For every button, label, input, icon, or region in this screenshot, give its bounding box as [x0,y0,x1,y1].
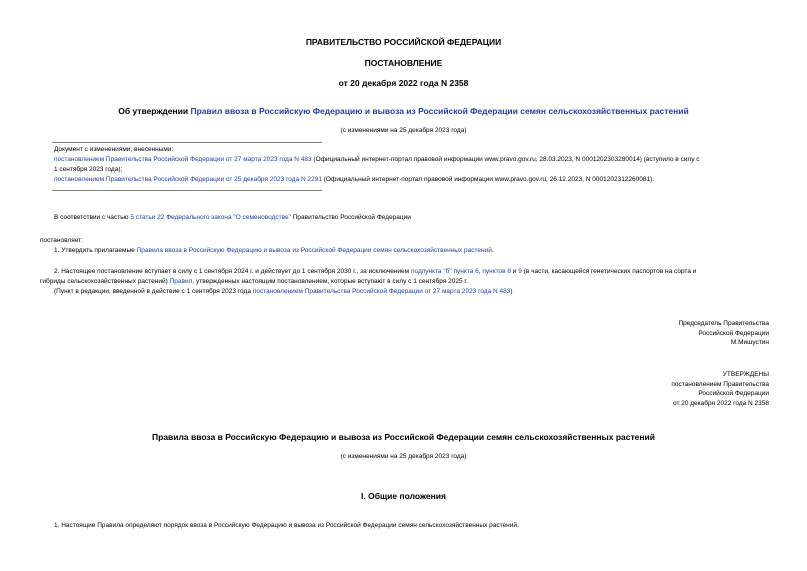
legal-basis-prefix: В соответствии с частью [54,214,131,221]
paragraph-2-link-rules[interactable]: Правил [169,278,193,285]
amendments-intro: Документ с изменениями, внесенными: [54,146,174,153]
paragraph-2-link-item-9[interactable]: 9 [518,268,522,275]
section-heading: I. Общие положения [361,491,446,501]
legal-basis-suffix: Правительство Российской Федерации [290,214,411,221]
paragraph-2-link-subclause[interactable]: подпункта "б" пункта 6 [410,268,479,275]
paragraph-1-prefix: 1. Утвердить прилагаемые [54,247,137,254]
amendment-2-link[interactable]: постановлением Правительства Российской Федерации от 25 декабря 2023 года N 2291 [54,176,322,183]
signature-line-3: М.Мишустин [730,339,769,346]
rules-changes-note: (с изменениями на 25 декабря 2023 года) [340,453,467,460]
document-title-link[interactable]: Правил ввоза в Российскую Федерацию и вывоза из Российской Федерации семян сельскохозяйственных растений [190,106,689,116]
changes-note: (с изменениями на 25 декабря 2023 года) [340,127,467,134]
document-title [0,106,807,116]
document-type: ПОСТАНОВЛЕНИЕ [364,58,443,68]
signature-block [678,319,769,348]
amendment-item-1-cont: 1 сентября 2023 года); [54,166,123,173]
amendment-item-1 [54,155,700,165]
approved-line-3: Российской Федерации [698,390,769,397]
paragraph-2-and: и [511,268,519,275]
document-title-prefix: Об утверждении [118,106,189,116]
paragraph-1-link[interactable]: Правила ввоза в Российскую Федерацию и вывоза из Российской Федерации семян сельскохозяйственных растений [136,247,492,254]
divider-bottom [52,190,322,191]
amendment-2-text: (Официальный интернет-портал правовой информации www.pravo.gov.ru, 26.12.2023, N 0001202312260081). [321,176,655,183]
paragraph-2-text-c: гибриды сельскохозяйственных растений) [40,278,170,285]
paragraph-2 [54,267,696,277]
amendment-item-2 [54,175,654,185]
divider-top [52,142,322,143]
paragraph-1-suffix: . [491,247,494,254]
paragraph-2-note-link[interactable]: постановлением Правительства Российской Федерации от 27 марта 2023 года N 483 [252,288,511,295]
paragraph-2-text-b: (в части, касающейся генетических паспортов на сорта и [521,268,697,275]
paragraph-2-cont [40,277,468,287]
paragraph-1 [54,246,494,256]
paragraph-2-note-b: ) [510,288,513,295]
paragraph-2-note [54,287,513,297]
legal-basis [54,213,411,223]
rules-title: Правила ввоза в Российскую Федерацию и вывоза из Российской Федерации семян сельскохозяйственных растений [152,432,655,442]
paragraph-2-comma: , [478,268,483,275]
amendment-1-link[interactable]: постановлением Правительства Российской Федерации от 27 марта 2023 года N 483 [54,156,312,163]
paragraph-2-note-a: (Пункт в редакции, введенной в действие с 1 сентября 2023 года [54,288,253,295]
paragraph-2-link-items-8[interactable]: пунктов 8 [482,268,511,275]
approved-line-1: УТВЕРЖДЕНЫ [722,371,769,378]
paragraph-2-text-d: , утвержденных настоящим постановлением, которые вступают в силу с 1 сентября 2025 г. [192,278,468,285]
approved-block [671,370,769,408]
government-heading: ПРАВИТЕЛЬСТВО РОССИЙСКОЙ ФЕДЕРАЦИИ [305,37,502,47]
approved-line-2: постановлением Правительства [671,380,769,388]
legal-basis-link[interactable]: 5 статьи 22 Федерального закона "О семеноводстве" [130,214,291,221]
amendment-1-text: (Официальный интернет-портал правовой информации www.pravo.gov.ru, 28.03.2023, N 0001202303280014) (вступило в силу с [311,156,700,163]
rules-item-1: 1. Настоящие Правила определяют порядок ввоза в Российскую Федерацию и вывоза из Российской Федерации семян сельскохозяйственных растений. [54,522,519,529]
document-date-number: от 20 декабря 2022 года N 2358 [338,78,469,88]
decides: постановляет: [40,237,83,244]
paragraph-2-text-a: 2. Настоящее постановление вступает в силу с 1 сентября 2024 г. и действует до 1 сентября 2030 г., за исключением [54,268,411,275]
signature-line-2: Российской Федерации [698,329,769,337]
signature-line-1: Председатель Правительства [678,320,769,327]
approved-line-4: от 20 декабря 2022 года N 2358 [672,399,769,407]
